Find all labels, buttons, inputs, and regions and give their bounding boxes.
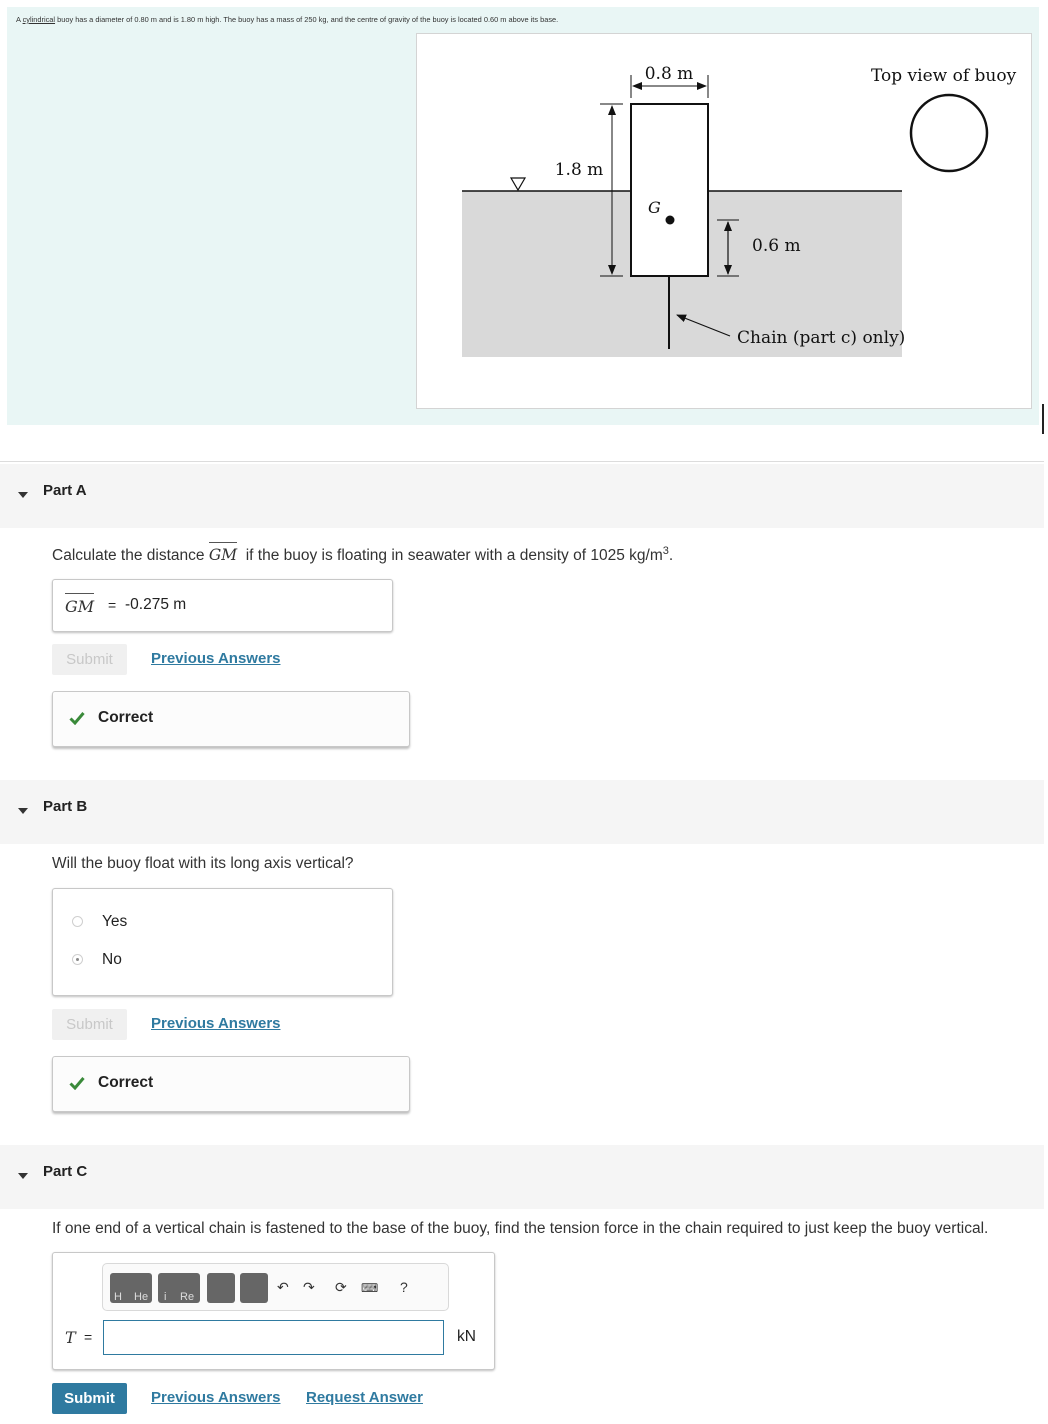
check-icon xyxy=(69,711,85,725)
separator xyxy=(0,461,1044,462)
part-b-question: Will the buoy float with its long axis vertical? xyxy=(52,855,354,872)
vector-button[interactable] xyxy=(207,1273,235,1303)
part-c-answer-box: H He i Re ↶ ↷ ⟳ ⌨ ? T = kN xyxy=(52,1252,495,1370)
option-no-label[interactable]: No xyxy=(102,951,122,968)
part-a-question: Calculate the distance GM if the buoy is floating in seawater with a density of 1025 $kg/m^3$. xyxy=(52,545,673,565)
cylindrical-link[interactable]: cylindrical xyxy=(22,15,56,24)
unit-label: kN xyxy=(457,1328,476,1345)
part-a-feedback: Correct xyxy=(52,691,410,747)
part-a-submit-button[interactable]: Submit xyxy=(52,644,127,675)
radio-no[interactable] xyxy=(72,954,83,965)
collapse-chevron-icon[interactable] xyxy=(18,492,28,498)
math-toolbar xyxy=(102,1263,449,1311)
part-b-title: Part B xyxy=(43,798,88,815)
width-label: 0.8 m xyxy=(644,64,694,84)
part-a-header[interactable] xyxy=(0,464,1044,528)
part-a-previous-answers-link[interactable]: Previous Answers xyxy=(151,650,281,667)
part-c-question: If one end of a vertical chain is fastened to the base of the buoy, find the tension force in the chain required to just keep the buoy vertical. xyxy=(52,1220,989,1237)
tension-input[interactable] xyxy=(103,1320,444,1355)
buoy-diagram xyxy=(417,34,1031,408)
option-yes-label[interactable]: Yes xyxy=(102,913,128,930)
part-b-header[interactable] xyxy=(0,780,1044,844)
water-level-icon xyxy=(511,178,525,190)
part-a-answer-box: GM = -0.275 m xyxy=(52,579,393,632)
collapse-chevron-icon[interactable] xyxy=(18,1173,28,1179)
reset-icon[interactable]: ⟳ xyxy=(335,1279,347,1295)
symbols-button[interactable]: i Re xyxy=(158,1273,200,1303)
radio-yes[interactable] xyxy=(72,916,83,927)
problem-text: A cylindrical buoy has a diameter of 0.80 m and is 1.80 m high. The buoy has a mass of 250 kg, and the centre of gravity of the buoy is located 0.60 m above its base. xyxy=(16,15,559,24)
collapse-chevron-icon[interactable] xyxy=(18,808,28,814)
part-a-answer-value: -0.275 m xyxy=(125,596,187,613)
part-c-header[interactable] xyxy=(0,1145,1044,1209)
keyboard-icon[interactable]: ⌨ xyxy=(361,1281,379,1295)
undo-icon[interactable]: ↶ xyxy=(277,1279,289,1295)
request-answer-link[interactable]: Request Answer xyxy=(306,1389,423,1406)
top-view-label: Top view of buoy xyxy=(871,66,1017,86)
buoy-body xyxy=(631,104,708,276)
top-view-circle xyxy=(911,95,987,171)
cg-label: 0.6 m xyxy=(752,236,801,256)
gm-answer-variable: GM xyxy=(65,597,94,616)
g-label: G xyxy=(648,198,661,217)
chain-label: Chain (part c) only) xyxy=(737,328,906,348)
templates-button[interactable]: H He xyxy=(110,1273,152,1303)
part-b-feedback: Correct xyxy=(52,1056,410,1112)
part-b-previous-answers-link[interactable]: Previous Answers xyxy=(151,1015,281,1032)
part-b-options-box xyxy=(52,888,393,996)
part-c-previous-answers-link[interactable]: Previous Answers xyxy=(151,1389,281,1406)
buoy-figure xyxy=(416,33,1032,409)
scrollbar-marker xyxy=(1042,404,1044,434)
part-c-title: Part C xyxy=(43,1163,88,1180)
part-b-submit-button[interactable]: Submit xyxy=(52,1009,127,1040)
check-icon xyxy=(69,1076,85,1090)
help-icon[interactable]: ? xyxy=(400,1279,408,1295)
part-a-title: Part A xyxy=(43,482,87,499)
redo-icon[interactable]: ↷ xyxy=(303,1279,315,1295)
t-variable: T xyxy=(65,1328,76,1347)
height-label: 1.8 m xyxy=(554,160,604,180)
part-c-submit-button[interactable]: Submit xyxy=(52,1383,127,1414)
matrix-button[interactable] xyxy=(240,1273,268,1303)
gm-variable: GM xyxy=(209,546,237,564)
center-of-gravity-dot xyxy=(666,216,675,225)
problem-panel xyxy=(7,7,1039,425)
